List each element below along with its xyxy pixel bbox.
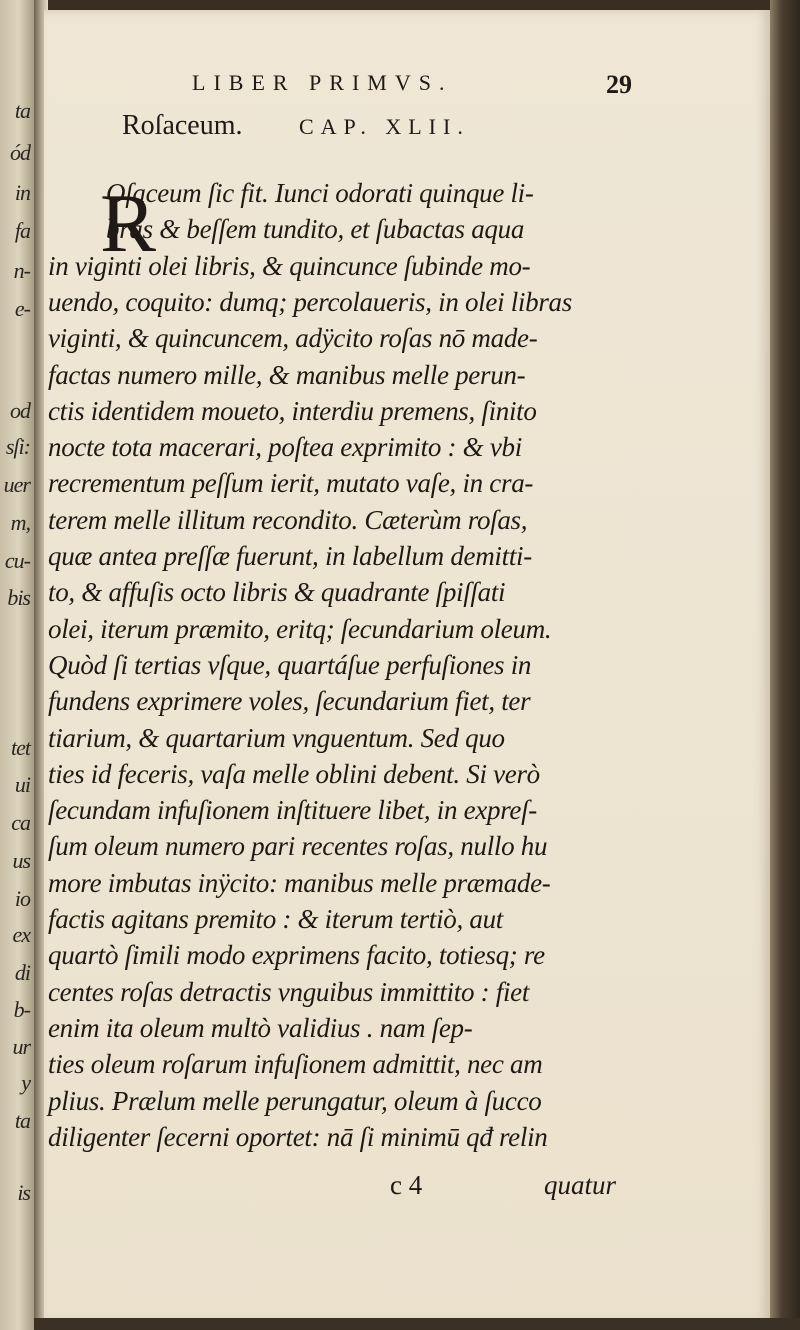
facing-page-fragment: y bbox=[21, 1070, 30, 1095]
facing-page-fragment: di bbox=[14, 960, 30, 985]
facing-page-fragment: m, bbox=[10, 510, 30, 535]
body-line: Oſaceum ſic fit. Iunci odorati quinque li- bbox=[106, 178, 534, 208]
body-line: fundens exprimere voles, ſecundarium fiet, ter bbox=[48, 686, 531, 717]
drop-cap: R bbox=[100, 177, 157, 270]
facing-page-fragment: n- bbox=[13, 258, 30, 283]
book-page bbox=[44, 10, 770, 1322]
book-bottom-edge bbox=[34, 1318, 800, 1330]
body-line: enim ita oleum multò validius . nam ſep- bbox=[48, 1012, 473, 1043]
body-line: to, & affuſis octo libris & quadrante ſpiſſati bbox=[48, 577, 506, 608]
facing-page-fragment: e- bbox=[14, 296, 30, 321]
catchword: quatur bbox=[544, 1170, 617, 1200]
facing-page-fragment: ui bbox=[14, 772, 30, 797]
body-line: plius. Prælum melle perungatur, oleum à ſucco bbox=[48, 1085, 542, 1116]
body-line: ties id feceris, vaſa melle oblini debent. Si verò bbox=[48, 758, 540, 789]
chapter-label: CAP. XLII. bbox=[299, 114, 470, 139]
facing-page-fragment: b- bbox=[13, 997, 30, 1022]
facing-page-fragment: cu- bbox=[4, 548, 30, 573]
facing-page-fragment: bis bbox=[7, 585, 30, 610]
facing-page-fragment: ex bbox=[12, 922, 30, 947]
facing-page-fragment: ur bbox=[12, 1034, 30, 1059]
body-line: factas numero mille, & manibus melle perun- bbox=[48, 359, 526, 390]
body-line: quartò ſimili modo exprimens facito, totiesq; re bbox=[48, 940, 545, 971]
signature-mark: c 4 bbox=[390, 1170, 423, 1200]
body-line: recrementum peſſum ierit, mutato vaſe, in cra- bbox=[48, 468, 534, 499]
page-number: 29 bbox=[606, 70, 632, 99]
body-line: ties oleum roſarum infuſionem admittit, nec am bbox=[48, 1049, 543, 1080]
body-line: more imbutas inÿcito: manibus melle præmade- bbox=[48, 867, 551, 898]
body-line: tiarium, & quartarium vnguentum. Sed quo bbox=[48, 722, 505, 753]
facing-page-fragment: us bbox=[12, 848, 30, 873]
facing-page-fragment: od bbox=[10, 398, 30, 423]
body-line: viginti, & quincuncem, adÿcito roſas nō made- bbox=[48, 323, 538, 354]
facing-page-fragment: fa bbox=[14, 218, 30, 243]
body-line: diligenter ſecerni oportet: nā ſi minimū qđ relin bbox=[48, 1121, 548, 1152]
body-line: ſum oleum numero pari recentes roſas, nullo hu bbox=[48, 831, 548, 862]
facing-page-fragment: in bbox=[14, 180, 30, 205]
facing-page-fragment: io bbox=[14, 886, 30, 911]
facing-page-fragment: ta bbox=[14, 1108, 30, 1133]
body-line: factis agitans premito : & iterum tertiò, aut bbox=[48, 904, 503, 934]
body-line: in viginti olei libris, & quincunce ſubinde mo- bbox=[48, 250, 531, 281]
facing-page-fragment: is bbox=[17, 1180, 30, 1205]
body-line: quæ antea preſſæ fuerunt, in labellum demitti- bbox=[48, 541, 532, 571]
chapter-title: Roſaceum. bbox=[122, 110, 243, 141]
book-fore-edge bbox=[770, 0, 800, 1330]
running-head: LIBER PRIMVS. bbox=[192, 70, 453, 95]
body-line: ſecundam infuſionem inſtituere libet, in expreſ- bbox=[48, 795, 537, 826]
facing-page-fragment: tet bbox=[11, 735, 30, 760]
body-line: ctis identidem moueto, interdiu premens, ſinito bbox=[48, 395, 537, 426]
facing-page-fragment: sſi: bbox=[5, 434, 30, 459]
facing-page-fragment: ca bbox=[11, 810, 30, 835]
body-line: uendo, coquito: dumq; percolaueris, in olei libras bbox=[48, 286, 572, 317]
facing-page-fragment: ta bbox=[14, 98, 30, 123]
body-line: bras & beſſem tundito, et ſubactas aqua bbox=[106, 214, 525, 245]
facing-page-fragment: ód bbox=[10, 140, 30, 165]
body-line: centes roſas detractis vnguibus immittito : fiet bbox=[48, 976, 530, 1007]
facing-page-fragment: uer bbox=[3, 472, 30, 497]
body-line: terem melle illitum recondito. Cæterùm roſas, bbox=[48, 504, 528, 535]
body-line: Quòd ſi tertias vſque, quartáſue perfuſiones in bbox=[48, 649, 532, 680]
body-line: olei, iterum præmito, eritq; ſecundarium oleum. bbox=[48, 613, 552, 644]
facing-page-edge bbox=[0, 0, 34, 1330]
body-line: nocte tota macerari, poſtea exprimito : & vbi bbox=[48, 432, 522, 463]
